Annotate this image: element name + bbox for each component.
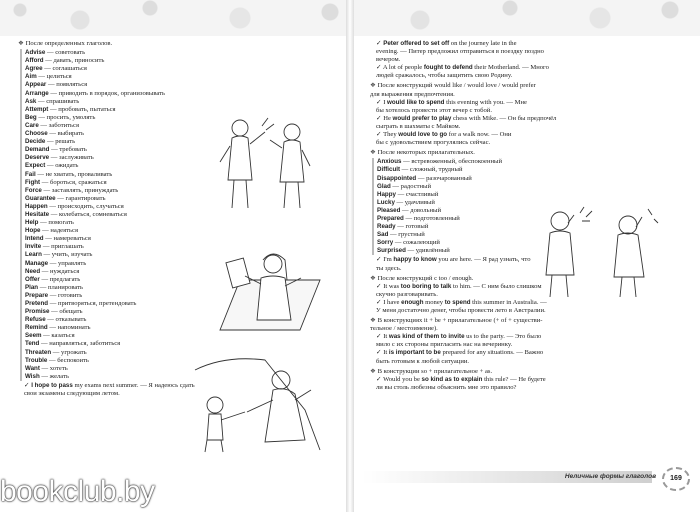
verb-term: Force bbox=[25, 186, 42, 194]
verb-translation: — направляться, заботиться bbox=[39, 340, 121, 348]
example-kind-line2: мило с их стороны пригласить нас на вечеринку. bbox=[376, 341, 513, 349]
example-people-line2: людей сражалось, чтобы защитить свою Родину. bbox=[376, 72, 513, 80]
page-number: 169 bbox=[662, 467, 690, 491]
adjective-term: Disappointed bbox=[377, 174, 417, 182]
adjective-term: Difficult bbox=[377, 166, 401, 174]
verb-translation: — соглашаться bbox=[42, 65, 87, 73]
verb-translation: — управлять bbox=[48, 259, 87, 267]
verb-term: Seem bbox=[25, 332, 42, 340]
adjective-translation: — удивлённый bbox=[405, 247, 450, 255]
verb-term: Promise bbox=[25, 308, 50, 316]
verb-translation: — притворяться, претендовать bbox=[48, 300, 137, 307]
verb-translation: — просить, умолять bbox=[36, 113, 96, 121]
adjective-row bbox=[377, 158, 688, 166]
heading-too-enough: ❖ После конструкций с too / enough. bbox=[370, 274, 474, 282]
verb-term: Refuse bbox=[25, 316, 46, 324]
adjective-term: Sad bbox=[377, 231, 389, 239]
verb-term: Pretend bbox=[25, 300, 49, 307]
verb-translation: — ожидать bbox=[45, 162, 79, 170]
verb-translation: — решать bbox=[45, 138, 76, 146]
verb-term: Need bbox=[25, 267, 41, 275]
verb-term: Fight bbox=[25, 178, 41, 186]
verb-translation: — бороться, сражаться bbox=[40, 178, 107, 186]
example-would-like: ✓ I would like to spend this evening with you. — Мне bbox=[376, 98, 527, 106]
example-peter-line3: вечером. bbox=[376, 56, 401, 64]
heading-it-be-line2: тельное / местоимение). bbox=[370, 325, 438, 333]
illustration-mother-and-child bbox=[185, 350, 330, 455]
adjective-translation: — встревоженный, обеспокоенный bbox=[401, 158, 503, 166]
verb-term: Happen bbox=[25, 202, 48, 210]
verb-term: Attempt bbox=[25, 105, 49, 113]
verb-term: Expect bbox=[25, 162, 46, 170]
verb-translation: — обещать bbox=[49, 308, 83, 316]
verb-term: Fail bbox=[25, 170, 36, 178]
verb-translation: — требовать bbox=[49, 146, 87, 154]
section-intro: ❖ После определенных глаголов. bbox=[18, 40, 113, 47]
adjective-translation: — счастливый bbox=[395, 190, 439, 198]
verb-translation: — предлагать bbox=[39, 275, 81, 283]
verb-translation: — пробовать, пытаться bbox=[48, 105, 116, 113]
verb-translation: — заставлять, принуждать bbox=[41, 186, 119, 194]
verb-translation: — беспокоить bbox=[47, 356, 89, 364]
adjective-term: Sorry bbox=[377, 239, 394, 247]
verb-term: Choose bbox=[25, 130, 48, 138]
example-would-prefer-line2: сыграть в шахматы с Майком. bbox=[376, 122, 461, 130]
example-people: ✓ A lot of people fought to defend their Motherland. — Много bbox=[376, 64, 549, 72]
verb-translation: — спрашивать bbox=[36, 97, 80, 105]
verb-translation: — планировать bbox=[38, 283, 84, 291]
left-page bbox=[18, 40, 336, 398]
book-gutter bbox=[346, 0, 354, 512]
verb-translation: — гарантировать bbox=[55, 194, 106, 202]
verb-term: Remind bbox=[25, 324, 48, 332]
verb-term: Hope bbox=[25, 227, 41, 235]
verb-translation: — приглашать bbox=[41, 243, 84, 251]
example-important: ✓ It is important to be prepared for any situations. — Важно bbox=[376, 349, 544, 357]
verb-row bbox=[25, 227, 336, 235]
adjective-translation: — довольный bbox=[400, 206, 441, 214]
example-would-love-line2: бы с удовольствием прогулялись сейчас. bbox=[376, 139, 491, 147]
verb-term: Care bbox=[25, 121, 39, 129]
adjective-term: Prepared bbox=[377, 214, 404, 222]
example-hope-translation: свои экзамены следующим летом. bbox=[24, 390, 120, 398]
verb-translation: — происходить, случаться bbox=[47, 202, 124, 210]
example-would-prefer: ✓ He would prefer to play chess with Mike. — Он бы предпочёл bbox=[376, 114, 557, 122]
example-too: ✓ It was too boring to talk to him. — С ним было слишком bbox=[376, 282, 542, 290]
verb-translation: — выбирать bbox=[47, 130, 84, 138]
verb-term: Advise bbox=[25, 49, 46, 57]
example-peter: ✓ Peter offered to set off on the journey late in the bbox=[376, 40, 517, 47]
heading-adjectives: ❖ После некоторых прилагательных. bbox=[370, 149, 475, 157]
verb-term: Ask bbox=[25, 97, 37, 105]
verb-translation: — приводить в порядок, организовывать bbox=[48, 89, 166, 97]
adjective-translation: — разочарованный bbox=[416, 174, 472, 182]
verb-translation: — давать, приносить bbox=[43, 57, 105, 65]
verb-translation: — колебаться, сомневаться bbox=[49, 210, 127, 218]
example-so-kind: ✓ Would you be so kind as to explain this rule? — Не будете bbox=[376, 375, 546, 383]
verb-term: Trouble bbox=[25, 356, 48, 364]
verb-row bbox=[25, 49, 336, 57]
adjective-translation: — грустный bbox=[388, 231, 425, 239]
adjective-translation: — удачливый bbox=[394, 198, 435, 206]
verb-term: Wish bbox=[25, 372, 40, 380]
adjective-term: Happy bbox=[377, 190, 396, 198]
verb-translation: — отказывать bbox=[45, 316, 87, 324]
adjective-translation: — сожалеющий bbox=[393, 239, 440, 247]
example-so-kind-line2: ли вы столь любезны объяснить мне это правило? bbox=[376, 383, 517, 391]
verb-translation: — надеяться bbox=[40, 227, 78, 235]
verb-term: Beg bbox=[25, 113, 37, 121]
verb-row bbox=[25, 73, 336, 81]
verb-term: Want bbox=[25, 364, 40, 372]
verb-translation: — угрожать bbox=[51, 348, 87, 356]
verb-translation: — заслуживать bbox=[49, 154, 94, 162]
verb-term: Afford bbox=[25, 57, 44, 65]
verb-term: Aim bbox=[25, 73, 37, 81]
verb-row bbox=[25, 340, 336, 348]
example-enough-line2: У меня достаточно денег, чтобы провести лето в Австралии. bbox=[376, 307, 546, 314]
adjective-translation: — радостный bbox=[390, 182, 431, 190]
verb-translation: — заботиться bbox=[38, 121, 80, 129]
verb-translation: — появляться bbox=[46, 81, 88, 89]
verb-term: Prepare bbox=[25, 291, 49, 299]
heading-so-as: ❖ В конструкции so + прилагательное + as. bbox=[370, 367, 493, 375]
verb-row bbox=[25, 211, 336, 219]
example-happy-line2: ты здесь. bbox=[376, 264, 402, 272]
verb-term: Intend bbox=[25, 235, 44, 243]
adjective-term: Lucky bbox=[377, 198, 395, 206]
verb-translation: — хотеть bbox=[39, 364, 68, 372]
adjective-term: Ready bbox=[377, 223, 396, 231]
verb-row bbox=[25, 90, 336, 98]
adjective-translation: — готовый bbox=[395, 223, 429, 231]
adjective-row bbox=[377, 191, 688, 199]
adjective-row bbox=[377, 183, 688, 191]
verb-term: Threaten bbox=[25, 348, 52, 356]
verb-translation: — готовить bbox=[48, 291, 83, 299]
verb-term: Appear bbox=[25, 81, 47, 89]
verb-translation: — нуждаться bbox=[40, 267, 80, 275]
footer-section-title: Неличные формы глаголов bbox=[564, 473, 656, 480]
verb-translation: — советовать bbox=[45, 49, 86, 57]
adjective-row bbox=[377, 175, 688, 183]
adjective-translation: — подготовленный bbox=[403, 214, 460, 222]
adjective-row bbox=[377, 166, 688, 174]
verb-translation: — целиться bbox=[36, 73, 72, 81]
adjective-term: Glad bbox=[377, 182, 391, 190]
example-kind: ✓ It was kind of them to invite us to the party. — Это было bbox=[376, 333, 542, 341]
adjective-term: Surprised bbox=[377, 247, 406, 255]
adjective-term: Anxious bbox=[377, 158, 402, 166]
verb-term: Hesitate bbox=[25, 210, 50, 218]
verb-row bbox=[25, 57, 336, 65]
verb-translation: — не хватать, проваливать bbox=[35, 170, 113, 178]
verb-term: Deserve bbox=[25, 154, 50, 162]
illustration-woman-with-book bbox=[215, 250, 325, 340]
adjective-translation: — сложный, трудный bbox=[400, 166, 463, 174]
watermark-text: bookclub.by bbox=[0, 475, 155, 508]
example-happy: ✓ I'm happy to know you are here. — Я рад узнать, что bbox=[376, 256, 531, 264]
verb-translation: — намереваться bbox=[43, 235, 91, 243]
heading-would-like: ❖ После конструкций would like / would love / would prefer bbox=[370, 82, 536, 90]
example-too-line2: скучно разговаривать. bbox=[376, 290, 438, 298]
example-would-love: ✓ They would love to go for a walk now. — Они bbox=[376, 131, 512, 139]
example-peter-line2: evening. — Питер предложил отправиться в поездку поздно bbox=[376, 48, 544, 56]
illustration-arguing-people bbox=[210, 110, 320, 210]
example-enough: ✓ I have enough money to spend this summer in Australia. — bbox=[376, 298, 547, 306]
verb-translation: — желать bbox=[39, 372, 69, 380]
verb-term: Help bbox=[25, 219, 39, 227]
verb-term: Tend bbox=[25, 340, 40, 348]
example-hope: ✓ I hope to pass my exams next summer. — Я надеюсь сдать bbox=[24, 381, 195, 389]
illustration-people-on-phone bbox=[530, 205, 660, 300]
example-important-line2: быть готовым к любой ситуации. bbox=[376, 357, 470, 365]
verb-term: Guarantee bbox=[25, 194, 56, 202]
adjective-term: Pleased bbox=[377, 206, 401, 214]
verb-term: Demand bbox=[25, 146, 50, 154]
verb-translation: — напоминать bbox=[47, 324, 91, 332]
verb-row bbox=[25, 235, 336, 243]
verb-term: Offer bbox=[25, 275, 40, 283]
verb-term: Agree bbox=[25, 65, 43, 73]
verb-row bbox=[25, 81, 336, 89]
verb-translation: — казаться bbox=[41, 332, 75, 340]
verb-term: Arrange bbox=[25, 89, 49, 97]
verb-row bbox=[25, 219, 336, 227]
verb-term: Learn bbox=[25, 251, 42, 259]
heading-would-like-line2: для выражения предпочтения. bbox=[370, 90, 455, 98]
verb-row bbox=[25, 65, 336, 73]
verb-row bbox=[25, 98, 336, 106]
heading-it-be: ❖ В конструкциях it + be + прилагательное (+ of + существи- bbox=[370, 317, 543, 325]
verb-term: Decide bbox=[25, 138, 46, 146]
verb-term: Plan bbox=[25, 283, 39, 291]
verb-translation: — помогать bbox=[38, 219, 74, 227]
verb-translation: — учить, изучать bbox=[41, 251, 93, 259]
verb-term: Invite bbox=[25, 243, 42, 251]
example-would-like-line2: бы хотелось провести этот вечер с тобой. bbox=[376, 106, 492, 114]
verb-term: Manage bbox=[25, 259, 49, 267]
